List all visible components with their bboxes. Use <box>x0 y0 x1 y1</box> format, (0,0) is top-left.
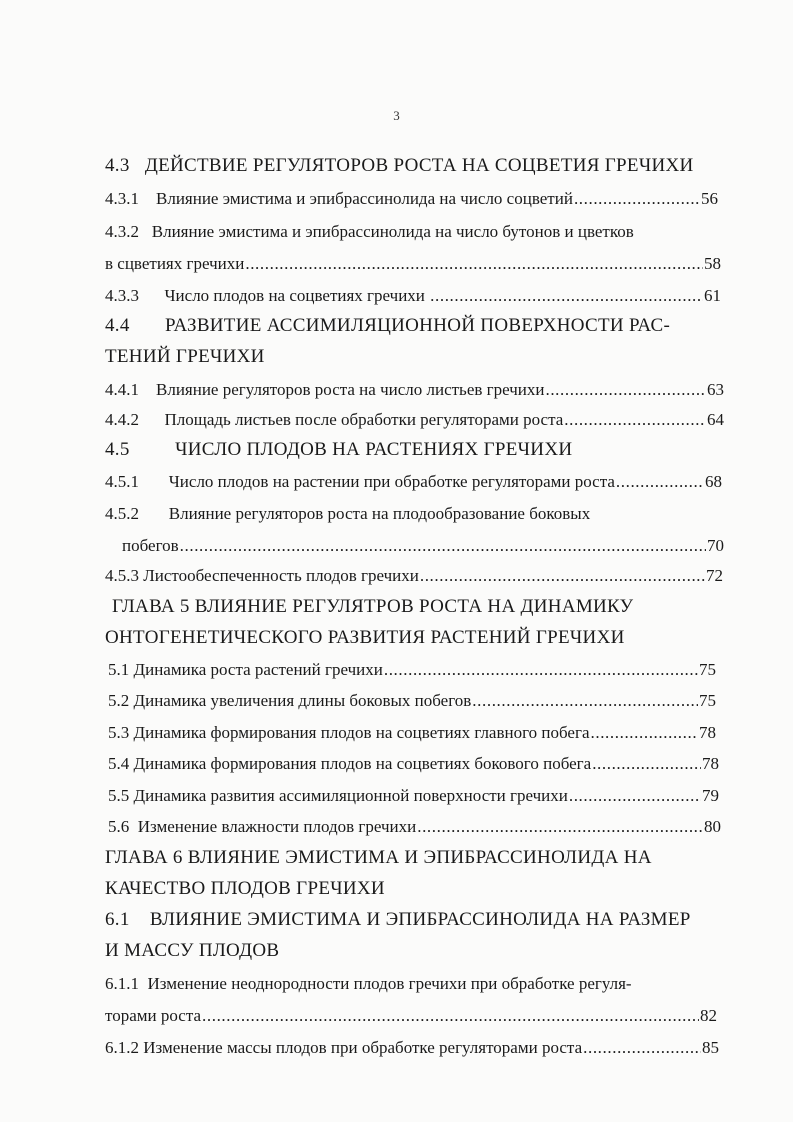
toc-entry-4-3-2[interactable] <box>105 222 634 242</box>
toc-entry-6-1-1[interactable] <box>105 974 632 994</box>
toc-title-cont: торами роста <box>105 1006 202 1025</box>
toc-heading-chapter-5 <box>112 597 633 617</box>
toc-entry-5-5[interactable] <box>108 786 719 806</box>
toc-entry-4-5-2[interactable] <box>105 504 590 524</box>
toc-page: 70 <box>707 536 724 555</box>
toc-page: 58 <box>704 254 721 273</box>
toc-page: 78 <box>702 754 719 773</box>
toc-number: 5.6 <box>108 817 130 836</box>
toc-number: 5.3 <box>108 723 130 742</box>
toc-number: 4.4.1 <box>105 380 139 399</box>
toc-title: РАЗВИТИЕ АССИМИЛЯЦИОННОЙ ПОВЕРХНОСТИ РАС- <box>165 315 671 336</box>
toc-title: ВЛИЯНИЕ ЭМИСТИМА И ЭПИБРАССИНОЛИДА НА РАЗМЕР <box>149 909 691 930</box>
toc-heading-4-4 <box>105 316 670 336</box>
leader-dots <box>583 1038 701 1058</box>
toc-number: 4.3.2 <box>105 222 139 241</box>
toc-entry-4-4-2[interactable] <box>105 410 724 430</box>
toc-entry-5-6[interactable] <box>108 817 721 837</box>
toc-title-cont: ТЕНИЙ ГРЕЧИХИ <box>105 346 265 367</box>
toc-title: Изменение массы плодов при обработке регуляторами роста <box>143 1038 583 1057</box>
toc-page: 63 <box>707 380 724 399</box>
toc-page: 56 <box>701 189 718 208</box>
toc-page: 61 <box>704 286 721 305</box>
toc-title-cont: в сцветиях гречихи <box>105 254 245 273</box>
leader-dots <box>384 660 698 680</box>
toc-number: 6.1.2 <box>105 1038 139 1057</box>
toc-number: 5.4 <box>108 754 130 773</box>
toc-heading-4-4-cont <box>105 347 265 367</box>
leader-dots <box>472 691 698 711</box>
toc-heading-4-3 <box>105 156 694 176</box>
toc-title: Влияние регуляторов роста на плодообразование боковых <box>168 504 591 523</box>
toc-title: Листообеспеченность плодов гречихи <box>143 566 419 585</box>
toc-entry-5-1[interactable] <box>108 660 716 680</box>
toc-number: 4.5.1 <box>105 472 139 491</box>
toc-heading-4-5 <box>105 440 572 460</box>
toc-title: ЧИСЛО ПЛОДОВ НА РАСТЕНИЯХ ГРЕЧИХИ <box>175 439 573 460</box>
toc-page: 82 <box>700 1006 717 1025</box>
toc-heading-chapter-6 <box>105 848 652 868</box>
leader-dots <box>574 189 700 209</box>
toc-title: ГЛАВА 5 ВЛИЯНИЕ РЕГУЛЯТРОВ РОСТА НА ДИНАМИКУ <box>112 596 634 617</box>
leader-dots <box>180 536 706 556</box>
toc-number: 4.5 <box>105 439 130 460</box>
toc-page: 80 <box>704 817 721 836</box>
toc-number: 4.3.3 <box>105 286 139 305</box>
toc-entry-4-5-3[interactable] <box>105 566 723 586</box>
toc-title: Динамика формирования плодов на соцветиях бокового побега <box>133 754 592 773</box>
toc-title: Динамика роста растений гречихи <box>133 660 383 679</box>
toc-title: Динамика увеличения длины боковых побегов <box>133 691 472 710</box>
toc-number: 4.3.1 <box>105 189 139 208</box>
toc-title: Динамика развития ассимиляционной поверхности гречихи <box>133 786 568 805</box>
toc-title: Влияние эмистима и эпибрассинолида на число бутонов и цветков <box>151 222 634 241</box>
toc-number: 5.2 <box>108 691 130 710</box>
toc-title-cont: И МАССУ ПЛОДОВ <box>105 940 280 961</box>
toc-entry-5-2[interactable] <box>108 691 716 711</box>
toc-title: Число плодов на соцветиях гречихи <box>164 286 425 305</box>
toc-number: 5.1 <box>108 660 130 679</box>
toc-title: Площадь листьев после обработки регуляторами роста <box>164 410 564 429</box>
toc-title-cont: побегов <box>122 536 179 555</box>
toc-title: Динамика формирования плодов на соцветиях главного побега <box>133 723 590 742</box>
toc-entry-4-4-1[interactable] <box>105 380 724 400</box>
toc-heading-chapter-6-cont <box>105 879 385 899</box>
toc-heading-6-1-cont <box>105 941 279 961</box>
leader-dots <box>420 566 705 586</box>
toc-entry-4-5-1[interactable] <box>105 472 722 492</box>
toc-entry-6-1-2[interactable] <box>105 1038 719 1058</box>
toc-title-cont: ОНТОГЕНЕТИЧЕСКОГО РАЗВИТИЯ РАСТЕНИЙ ГРЕЧИХИ <box>105 627 625 648</box>
leader-dots <box>545 380 706 400</box>
toc-page: 64 <box>707 410 724 429</box>
toc-title: ДЕЙСТВИЕ РЕГУЛЯТОРОВ РОСТА НА СОЦВЕТИЯ ГРЕЧИХИ <box>144 155 694 176</box>
toc-number: 4.4 <box>105 315 130 336</box>
toc-number: 4.5.3 <box>105 566 139 585</box>
toc-number: 6.1.1 <box>105 974 139 993</box>
toc-page: 79 <box>702 786 719 805</box>
toc-number: 5.5 <box>108 786 130 805</box>
toc-page: 75 <box>699 660 716 679</box>
toc-heading-6-1 <box>105 910 691 930</box>
toc-page: 78 <box>699 723 716 742</box>
toc-page: 85 <box>702 1038 719 1057</box>
leader-dots <box>430 286 703 306</box>
toc-entry-5-3[interactable] <box>108 723 716 743</box>
toc-entry-6-1-1-cont[interactable] <box>105 1006 717 1026</box>
toc-title: Изменение влажности плодов гречихи <box>137 817 417 836</box>
leader-dots <box>417 817 703 837</box>
toc-entry-4-5-2-cont[interactable] <box>122 536 724 556</box>
toc-entry-5-4[interactable] <box>108 754 719 774</box>
toc-page: 75 <box>699 691 716 710</box>
toc-title: ГЛАВА 6 ВЛИЯНИЕ ЭМИСТИМА И ЭПИБРАССИНОЛИДА НА <box>105 847 652 868</box>
toc-number: 4.5.2 <box>105 504 139 523</box>
toc-entry-4-3-2-cont[interactable] <box>105 254 721 274</box>
toc-title: Изменение неоднородности плодов гречихи при обработке регуля- <box>147 974 632 993</box>
toc-page: 68 <box>705 472 722 491</box>
toc-title: Число плодов на растении при обработке регуляторами роста <box>168 472 615 491</box>
toc-heading-chapter-5-cont <box>105 628 625 648</box>
leader-dots <box>202 1006 699 1026</box>
toc-page: 72 <box>706 566 723 585</box>
toc-number: 6.1 <box>105 909 130 930</box>
toc-entry-4-3-3[interactable] <box>105 286 721 306</box>
toc-title: Влияние регуляторов роста на число листьев гречихи <box>156 380 545 399</box>
leader-dots <box>569 786 701 806</box>
leader-dots <box>592 754 701 774</box>
toc-title: Влияние эмистима и эпибрассинолида на число соцветий <box>156 189 573 208</box>
toc-entry-4-3-1[interactable] <box>105 189 718 209</box>
leader-dots <box>616 472 704 492</box>
leader-dots <box>245 254 703 274</box>
toc-number: 4.4.2 <box>105 410 139 429</box>
page-number: 3 <box>393 108 400 123</box>
toc-title-cont: КАЧЕСТВО ПЛОДОВ ГРЕЧИХИ <box>105 878 385 899</box>
toc-number: 4.3 <box>105 155 130 176</box>
leader-dots <box>564 410 706 430</box>
leader-dots <box>591 723 699 743</box>
